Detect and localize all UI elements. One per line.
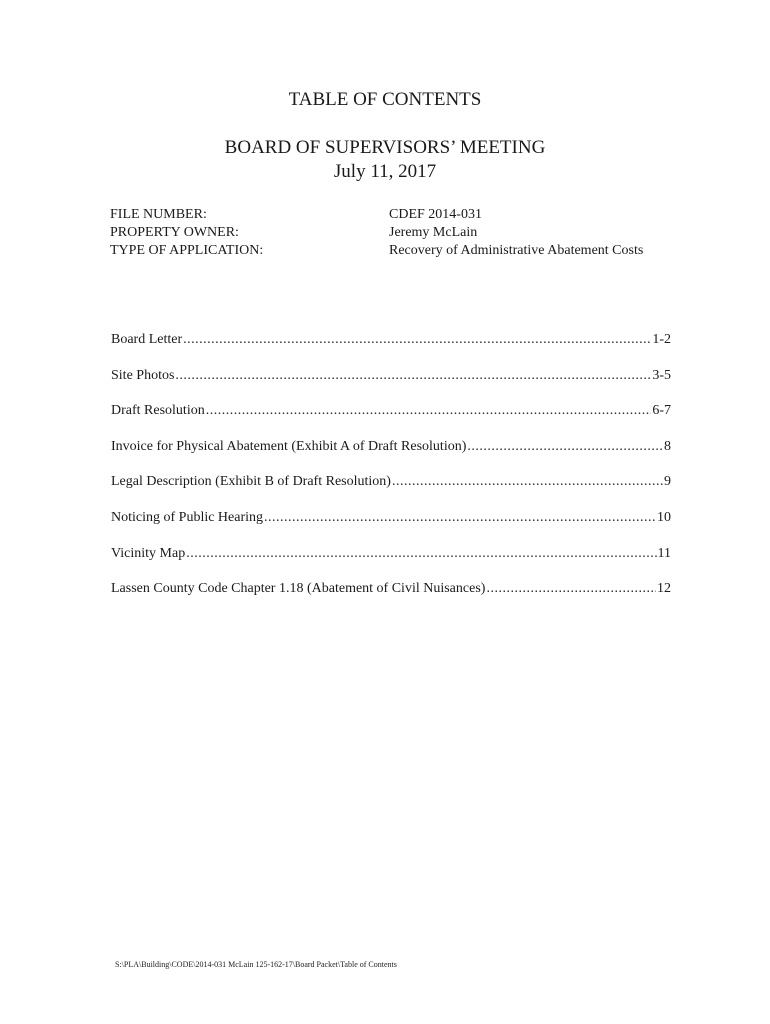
toc-leader-dots: [186, 545, 656, 563]
document-title: TABLE OF CONTENTS: [288, 89, 482, 110]
property-owner-row: [0, 224, 770, 242]
property-owner-value: Jeremy McLain: [389, 225, 478, 240]
toc-entry-label: Noticing of Public Hearing: [111, 509, 264, 525]
toc-list: [111, 331, 671, 616]
toc-leader-dots: [175, 367, 651, 385]
meeting-heading: BOARD OF SUPERVISORS’ MEETING: [224, 137, 546, 158]
toc-entry-page: 9: [664, 474, 671, 490]
toc-entry-page: 1-2: [652, 332, 671, 347]
application-type-value: Recovery of Administrative Abatement Costs: [389, 243, 644, 258]
toc-entry-label: Invoice for Physical Abatement (Exhibit A of Draft Resolution): [111, 438, 467, 454]
toc-entry-label: Legal Description (Exhibit B of Draft Resolution): [111, 474, 391, 490]
toc-entry: [111, 509, 671, 545]
toc-entry-page: 10: [657, 509, 671, 525]
application-type-row: [0, 242, 770, 278]
toc-leader-dots: [264, 509, 656, 527]
toc-entry: [111, 438, 671, 474]
file-path-footer: S:\PLA\Building\CODE\2014-031 McLain 125-162-17\Board Packet\Table of Contents: [115, 960, 397, 969]
file-number-value: CDEF 2014-031: [389, 207, 482, 222]
toc-entry-page: 6-7: [652, 403, 671, 419]
toc-entry: [111, 402, 671, 438]
property-owner-label: PROPERTY OWNER:: [110, 225, 239, 240]
toc-leader-dots: [392, 473, 663, 491]
toc-entry-label: Lassen County Code Chapter 1.18 (Abatement of Civil Nuisances): [111, 581, 486, 597]
toc-leader-dots: [486, 580, 656, 598]
toc-leader-dots: [467, 438, 663, 456]
toc-entry-page: 11: [657, 545, 671, 561]
toc-entry-page: 8: [664, 438, 671, 454]
file-number-row: [0, 206, 770, 224]
toc-leader-dots: [183, 331, 651, 349]
toc-entry: [111, 367, 671, 403]
application-info: [0, 206, 770, 278]
toc-entry: [111, 545, 671, 581]
file-number-label: FILE NUMBER:: [110, 207, 207, 222]
toc-entry-page: 12: [657, 581, 671, 597]
toc-entry-label: Board Letter: [111, 332, 183, 347]
toc-entry: [111, 473, 671, 509]
toc-entry: [111, 331, 671, 367]
toc-entry-label: Draft Resolution: [111, 403, 205, 419]
application-type-label: TYPE OF APPLICATION:: [110, 243, 264, 258]
toc-entry-page: 3-5: [652, 367, 671, 383]
toc-entry: [111, 580, 671, 616]
toc-entry-label: Site Photos: [111, 367, 175, 383]
toc-entry-label: Vicinity Map: [111, 545, 186, 561]
toc-leader-dots: [206, 402, 652, 420]
meeting-date: July 11, 2017: [333, 161, 437, 182]
